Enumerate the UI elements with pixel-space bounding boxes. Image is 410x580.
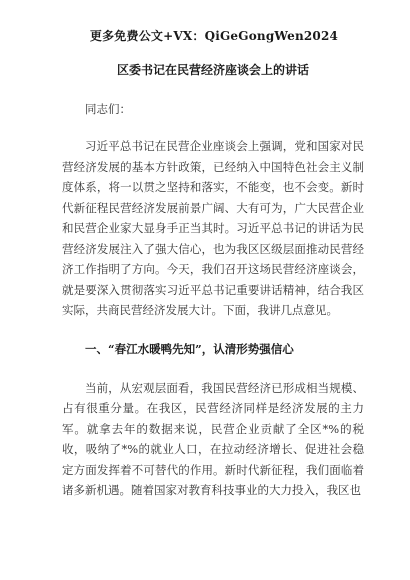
document-header: 更多免费公文+VX：QiGeGongWen2024 <box>89 29 339 43</box>
section-heading: 一、“春江水暖鸭先知”，认清形势强信心 <box>85 341 294 356</box>
salutation: 同志们： <box>85 102 131 116</box>
document-title: 区委书记在民营经济座谈会上的讲话 <box>116 63 309 77</box>
intro-paragraph: 习近平总书记在民营企业座谈会上强调，党和国家对民营经济发展的基本方针政策，已经纳入中国特色社会主义制度体系，将一以贯之坚持和落实，不能变，也不会变。新时代新征程民营经济发展前景广阔、大有可为，广大民营企业和民营企业家大显身手正当其时。习近平总书记的讲话为民营经济发展注入了强大信心，也为我区区级层面推动民营经济工作指明了方向。今天，我们召开这场民营经济座谈会，就是要深入贯彻落实习近平总书记重要讲话精神，结合我区实际，共商民营经济发展大计。下面，我讲几点意见。 <box>62 139 364 317</box>
section-paragraph: 当前，从宏观层面看，我国民营经济已形成相当规模、占有很重分量。在我区，民营经济同样是经济发展的主力军。就拿去年的数据来说，民营企业贡献了全区*%的税收，吸纳了*%的就业人口，在拉动经济增长、促进社会稳定方面发挥着不可替代的作用。新时代新征程，我们面临着诸多新机遇。随着国家对教育科技事业的大力投入，我区也 <box>62 380 364 497</box>
